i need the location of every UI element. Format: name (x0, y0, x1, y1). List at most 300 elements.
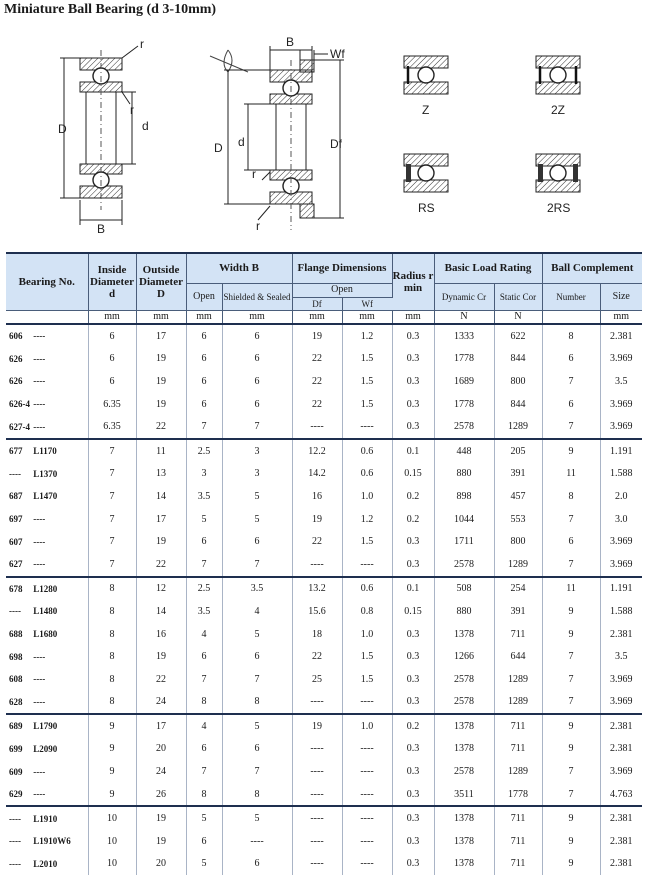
radius-cell: 0.2 (392, 485, 434, 508)
inside-diameter-cell: 7 (88, 508, 136, 531)
ball-number-cell: 7 (542, 415, 600, 439)
width-open-cell: 7 (186, 668, 222, 691)
flange-df-cell: ---- (292, 738, 342, 761)
header-size: Size (600, 283, 642, 310)
inside-diameter-cell: 7 (88, 530, 136, 553)
bearing-no-primary: 629 (9, 789, 23, 800)
ball-number-cell: 9 (542, 830, 600, 853)
width-open-cell: 3.5 (186, 485, 222, 508)
inside-diameter-cell: 10 (88, 806, 136, 830)
outside-diameter-label: D (58, 122, 67, 136)
dynamic-cr-cell: 1378 (434, 806, 494, 830)
width-shielded-cell: 5 (222, 508, 292, 531)
bearing-no-cell (6, 714, 88, 738)
flange-wf-cell: ---- (342, 691, 392, 715)
static-cor-cell: 1289 (494, 553, 542, 577)
width-open-cell: 7 (186, 553, 222, 577)
flange-wf-cell: 1.5 (342, 348, 392, 371)
width-shielded-cell: ---- (222, 830, 292, 853)
unit-cell: mm (88, 310, 136, 324)
bearing-no-primary: 688 (9, 629, 23, 640)
flange-df-cell: 19 (292, 508, 342, 531)
width-shielded-cell: 8 (222, 691, 292, 715)
bearing-spec-table-container (6, 252, 642, 875)
flange-df-cell: ---- (292, 783, 342, 807)
bearing-no-primary: ---- (9, 813, 21, 824)
width-shielded-cell: 5 (222, 623, 292, 646)
static-cor-cell: 391 (494, 463, 542, 486)
width-open-cell: 4 (186, 714, 222, 738)
static-cor-cell: 1289 (494, 415, 542, 439)
width-shielded-cell: 6 (222, 530, 292, 553)
unit-cell: mm (342, 310, 392, 324)
inside-diameter-label: d (238, 135, 245, 149)
ball-number-cell: 9 (542, 600, 600, 623)
outside-diameter-cell: 24 (136, 691, 186, 715)
page-title: Miniature Ball Bearing (d 3-10mm) (4, 2, 217, 17)
2rs-type-figure (536, 154, 580, 192)
ball-number-cell: 11 (542, 577, 600, 601)
table-body (6, 324, 642, 875)
header-wf: Wf (342, 297, 392, 310)
dynamic-cr-cell: 1378 (434, 830, 494, 853)
bearing-no-cell (6, 806, 88, 830)
bearing-no-primary: ---- (9, 606, 21, 617)
static-cor-cell: 711 (494, 853, 542, 875)
dynamic-cr-cell: 1044 (434, 508, 494, 531)
flange-df-cell: ---- (292, 553, 342, 577)
inside-diameter-cell: 6 (88, 348, 136, 371)
dynamic-cr-cell: 880 (434, 600, 494, 623)
ball-size-cell: 3.969 (610, 353, 633, 365)
flange-wf-cell: 1.5 (342, 668, 392, 691)
width-open-cell: 6 (186, 530, 222, 553)
width-shielded-cell: 8 (222, 783, 292, 807)
unit-cell: mm (222, 310, 292, 324)
outside-diameter-cell: 20 (136, 738, 186, 761)
width-shielded-cell: 7 (222, 760, 292, 783)
ball-number-cell: 8 (542, 324, 600, 348)
ball-size-cell: 4.763 (610, 788, 633, 800)
width-label: B (286, 35, 295, 49)
dynamic-cr-cell: 448 (434, 439, 494, 463)
table-row (6, 553, 642, 577)
ball-size-cell: 3.5 (615, 375, 628, 387)
width-shielded-cell: 4 (222, 600, 292, 623)
bearing-no-alt: L2090 (33, 743, 58, 754)
table-row (6, 348, 642, 371)
outside-diameter-cell: 17 (136, 324, 186, 348)
flange-wf-cell: 0.6 (342, 463, 392, 486)
type-2z-label: 2Z (551, 103, 566, 117)
table-row (6, 830, 642, 853)
ball-size-cell: 1.588 (610, 468, 633, 480)
header-number: Number (542, 283, 600, 310)
bearing-no-primary: 678 (9, 583, 23, 594)
flange-wf-cell: 1.0 (342, 623, 392, 646)
static-cor-cell: 644 (494, 645, 542, 668)
radius-cell: 0.3 (392, 553, 434, 577)
flange-wf-cell: 1.5 (342, 645, 392, 668)
inside-diameter-cell: 9 (88, 783, 136, 807)
outside-diameter-cell: 24 (136, 760, 186, 783)
radius-cell: 0.3 (392, 806, 434, 830)
ball-number-cell: 9 (542, 806, 600, 830)
dynamic-cr-cell: 2578 (434, 668, 494, 691)
ball-number-cell: 11 (542, 463, 600, 486)
flange-wf-cell: ---- (342, 738, 392, 761)
inside-diameter-cell: 8 (88, 577, 136, 601)
bearing-no-alt: L1280 (33, 583, 58, 594)
unit-cell: mm (392, 310, 434, 324)
dynamic-cr-cell: 1333 (434, 324, 494, 348)
outside-diameter-cell: 11 (136, 439, 186, 463)
width-shielded-cell: 7 (222, 668, 292, 691)
bearing-no-alt: ---- (33, 696, 46, 707)
outside-diameter-cell: 14 (136, 600, 186, 623)
width-open-cell: 6 (186, 324, 222, 348)
ball-size-cell: 3.969 (610, 536, 633, 548)
ball-size-cell: 1.191 (600, 439, 642, 463)
width-open-cell: 2.5 (186, 577, 222, 601)
radius-cell: 0.3 (392, 324, 434, 348)
header-bearing-no: Bearing No. (6, 253, 88, 310)
inside-diameter-cell: 9 (88, 760, 136, 783)
inside-diameter-cell: 8 (88, 668, 136, 691)
static-cor-cell: 711 (494, 830, 542, 853)
ball-size-cell: 2.381 (610, 330, 633, 342)
bearing-no-primary: 626 (9, 376, 23, 387)
flange-df-cell: 18 (292, 623, 342, 646)
header-static-cor: Static Cor (494, 283, 542, 310)
static-cor-cell: 711 (494, 714, 542, 738)
flange-df-cell: 13.2 (292, 577, 342, 601)
bearing-no-cell (6, 439, 88, 463)
outside-diameter-cell: 19 (136, 806, 186, 830)
bearing-no-alt: L1680 (33, 629, 58, 640)
static-cor-cell: 1289 (494, 668, 542, 691)
bearing-no-primary: 607 (9, 536, 23, 547)
flange-wf-cell: 1.2 (342, 324, 392, 348)
radius-cell: 0.3 (392, 623, 434, 646)
table-row (6, 393, 642, 416)
flange-width-label: Wf (330, 47, 345, 61)
bearing-no-alt: L1790 (33, 721, 58, 732)
ball-size-cell: 3.969 (610, 766, 633, 778)
radius-cell: 0.3 (392, 348, 434, 371)
static-cor-cell: 457 (494, 485, 542, 508)
bearing-no-cell (6, 600, 88, 623)
table-row (6, 783, 642, 807)
inside-diameter-cell: 8 (88, 623, 136, 646)
bearing-no-alt: L1370 (33, 468, 58, 479)
outside-diameter-cell: 22 (136, 553, 186, 577)
ball-number-cell: 9 (542, 439, 600, 463)
radius-label: r (130, 103, 134, 117)
bearing-no-alt: ---- (33, 376, 46, 387)
dynamic-cr-cell: 1378 (434, 853, 494, 875)
outside-diameter-label: D (214, 141, 223, 155)
table-row (6, 370, 642, 393)
type-rs-label: RS (418, 201, 435, 215)
bearing-no-alt: ---- (33, 651, 46, 662)
ball-size-cell: 2.381 (610, 858, 633, 870)
ball-size-cell: 3.969 (610, 673, 633, 685)
flange-wf-cell: 1.0 (342, 714, 392, 738)
bearing-no-primary: 627-4 (9, 421, 30, 432)
ball-number-cell: 9 (542, 853, 600, 875)
flange-df-cell: ---- (292, 853, 342, 875)
width-open-cell: 7 (186, 760, 222, 783)
header-ball-complement: Ball Complement (542, 253, 642, 283)
bearing-no-cell (6, 463, 88, 486)
width-shielded-cell: 6 (222, 370, 292, 393)
dynamic-cr-cell: 1378 (434, 738, 494, 761)
outside-diameter-cell: 13 (136, 463, 186, 486)
radius-cell: 0.3 (392, 530, 434, 553)
width-open-cell: 4 (186, 623, 222, 646)
width-open-cell: 5 (186, 853, 222, 875)
ball-size-cell: 1.588 (610, 605, 633, 617)
bearing-no-cell (6, 415, 88, 439)
flange-df-cell: 22 (292, 348, 342, 371)
radius-cell: 0.15 (392, 463, 434, 486)
bearing-no-cell (6, 530, 88, 553)
flange-df-cell: 22 (292, 393, 342, 416)
inside-diameter-cell: 6.35 (88, 393, 136, 416)
ball-size-cell: 2.0 (615, 490, 628, 502)
width-shielded-cell: 6 (222, 738, 292, 761)
static-cor-cell: 391 (494, 600, 542, 623)
bearing-no-primary: 628 (9, 696, 23, 707)
inside-diameter-cell: 7 (88, 485, 136, 508)
static-cor-cell: 800 (494, 530, 542, 553)
width-open-cell: 5 (186, 806, 222, 830)
outside-diameter-cell: 19 (136, 830, 186, 853)
flange-wf-cell: ---- (342, 760, 392, 783)
table-row (6, 508, 642, 531)
ball-size-cell: 3.969 (610, 696, 633, 708)
outside-diameter-cell: 26 (136, 783, 186, 807)
dynamic-cr-cell: 2578 (434, 415, 494, 439)
radius-cell: 0.3 (392, 853, 434, 875)
radius-cell: 0.2 (392, 508, 434, 531)
bearing-cross-section-figure (58, 37, 149, 236)
bearing-no-cell (6, 645, 88, 668)
flange-df-cell: 15.6 (292, 600, 342, 623)
ball-number-cell: 7 (542, 760, 600, 783)
inside-diameter-cell: 9 (88, 714, 136, 738)
flange-wf-cell: 1.0 (342, 485, 392, 508)
table-row (6, 738, 642, 761)
unit-cell: N (494, 310, 542, 324)
width-open-cell: 8 (186, 691, 222, 715)
width-shielded-cell: 7 (222, 415, 292, 439)
bearing-no-alt: ---- (33, 766, 46, 777)
bearing-no-alt: L1910W6 (33, 836, 71, 847)
inside-diameter-cell: 9 (88, 738, 136, 761)
table-row (6, 577, 642, 601)
unit-cell: N (434, 310, 494, 324)
static-cor-cell: 205 (494, 439, 542, 463)
outside-diameter-cell: 16 (136, 623, 186, 646)
radius-label: r (252, 167, 256, 181)
header-width-b: Width B (186, 253, 292, 283)
ball-size-cell: 3.969 (610, 558, 633, 570)
inside-diameter-cell: 7 (88, 463, 136, 486)
bearing-no-cell (6, 370, 88, 393)
flange-wf-cell: 0.8 (342, 600, 392, 623)
ball-size-cell: 2.381 (600, 714, 642, 738)
bearing-no-cell (6, 553, 88, 577)
inside-diameter-cell: 7 (88, 553, 136, 577)
static-cor-cell: 711 (494, 806, 542, 830)
static-cor-cell: 1778 (494, 783, 542, 807)
dynamic-cr-cell: 1778 (434, 348, 494, 371)
dynamic-cr-cell: 2578 (434, 760, 494, 783)
bearing-no-primary: 677 (9, 446, 23, 457)
inside-diameter-cell: 8 (88, 645, 136, 668)
static-cor-cell: 711 (494, 738, 542, 761)
z-type-figure (404, 56, 448, 94)
flange-wf-cell: ---- (342, 415, 392, 439)
outside-diameter-cell: 19 (136, 348, 186, 371)
flange-df-cell: ---- (292, 691, 342, 715)
table-row (6, 439, 642, 463)
bearing-no-primary: ---- (9, 468, 21, 479)
bearing-no-primary: 699 (9, 743, 23, 754)
header-df: Df (292, 297, 342, 310)
table-row (6, 806, 642, 830)
seal-type-figures (404, 56, 580, 215)
unit-cell: mm (186, 310, 222, 324)
inside-diameter-cell: 6 (88, 324, 136, 348)
static-cor-cell: 254 (494, 577, 542, 601)
ball-number-cell: 7 (542, 508, 600, 531)
ball-number-cell: 6 (542, 393, 600, 416)
ball-size-cell: 3.969 (610, 421, 633, 433)
flange-diameter-label: Df (330, 137, 342, 151)
radius-cell: 0.3 (392, 691, 434, 715)
header-open: Open (186, 283, 222, 310)
table-row (6, 691, 642, 715)
bearing-no-cell (6, 760, 88, 783)
static-cor-cell: 800 (494, 370, 542, 393)
bearing-no-alt: L1910 (33, 813, 58, 824)
flange-wf-cell: ---- (342, 853, 392, 875)
width-open-cell: 6 (186, 393, 222, 416)
bearing-no-cell (6, 738, 88, 761)
bearing-no-cell (6, 324, 88, 348)
radius-cell: 0.3 (392, 738, 434, 761)
header-basic-load-rating: Basic Load Rating (434, 253, 542, 283)
bearing-spec-table (6, 252, 642, 875)
outside-diameter-cell: 19 (136, 530, 186, 553)
radius-cell: 0.1 (392, 439, 434, 463)
dynamic-cr-cell: 880 (434, 463, 494, 486)
width-open-cell: 7 (186, 415, 222, 439)
dynamic-cr-cell: 1778 (434, 393, 494, 416)
bearing-no-primary: ---- (9, 836, 21, 847)
bearing-no-alt: ---- (33, 536, 46, 547)
bearing-no-primary: 606 (9, 331, 23, 342)
bearing-no-primary: 626-4 (9, 399, 30, 410)
ball-number-cell: 7 (542, 645, 600, 668)
width-shielded-cell: 6 (222, 645, 292, 668)
flanged-bearing-figure (210, 35, 345, 233)
ball-number-cell: 7 (542, 668, 600, 691)
inside-diameter-cell: 8 (88, 600, 136, 623)
bearing-no-cell (6, 393, 88, 416)
bearing-no-primary: 608 (9, 674, 23, 685)
radius-cell: 0.15 (392, 600, 434, 623)
table-header (6, 253, 642, 324)
header-dynamic-cr: Dynamic Cr (434, 283, 494, 310)
bearing-no-primary: 697 (9, 514, 23, 525)
outside-diameter-cell: 20 (136, 853, 186, 875)
static-cor-cell: 844 (494, 348, 542, 371)
inside-diameter-cell: 6.35 (88, 415, 136, 439)
width-shielded-cell: 6 (222, 348, 292, 371)
ball-number-cell: 7 (542, 691, 600, 715)
static-cor-cell: 1289 (494, 691, 542, 715)
static-cor-cell: 553 (494, 508, 542, 531)
flange-df-cell: 22 (292, 370, 342, 393)
header-outside-diameter: Outside Diameter D (136, 253, 186, 310)
bearing-no-primary: ---- (9, 858, 21, 869)
outside-diameter-cell: 22 (136, 668, 186, 691)
ball-size-cell: 2.381 (610, 743, 633, 755)
flange-df-cell: 12.2 (292, 439, 342, 463)
header-flange-open: Open (292, 283, 392, 297)
table-row (6, 645, 642, 668)
flange-df-cell: ---- (292, 806, 342, 830)
flange-df-cell: 22 (292, 645, 342, 668)
flange-wf-cell: 1.5 (342, 530, 392, 553)
flange-wf-cell: 0.6 (342, 577, 392, 601)
radius-cell: 0.3 (392, 760, 434, 783)
dynamic-cr-cell: 898 (434, 485, 494, 508)
outside-diameter-cell: 17 (136, 508, 186, 531)
dynamic-cr-cell: 1378 (434, 714, 494, 738)
radius-cell: 0.3 (392, 370, 434, 393)
flange-wf-cell: 1.2 (342, 508, 392, 531)
dynamic-cr-cell: 3511 (434, 783, 494, 807)
table-row (6, 668, 642, 691)
ball-number-cell: 8 (542, 485, 600, 508)
table-row (6, 324, 642, 348)
ball-size-cell: 3.969 (610, 398, 633, 410)
unit-cell: mm (136, 310, 186, 324)
bearing-no-primary: 687 (9, 491, 23, 502)
table-row (6, 714, 642, 738)
bearing-diagrams (0, 20, 650, 248)
bearing-no-alt: L2010 (33, 858, 58, 869)
radius-label: r (140, 37, 144, 51)
type-z-label: Z (422, 103, 430, 117)
bearing-no-alt: ---- (33, 514, 46, 525)
outside-diameter-cell: 19 (136, 370, 186, 393)
bearing-no-cell (6, 783, 88, 807)
flange-df-cell: 16 (292, 485, 342, 508)
bearing-no-alt: ---- (33, 789, 46, 800)
unit-cell (542, 310, 600, 324)
flange-df-cell: ---- (292, 760, 342, 783)
bearing-no-primary: 626 (9, 353, 23, 364)
flange-df-cell: 19 (292, 714, 342, 738)
ball-number-cell: 7 (542, 370, 600, 393)
ball-size-cell: 2.381 (610, 628, 633, 640)
